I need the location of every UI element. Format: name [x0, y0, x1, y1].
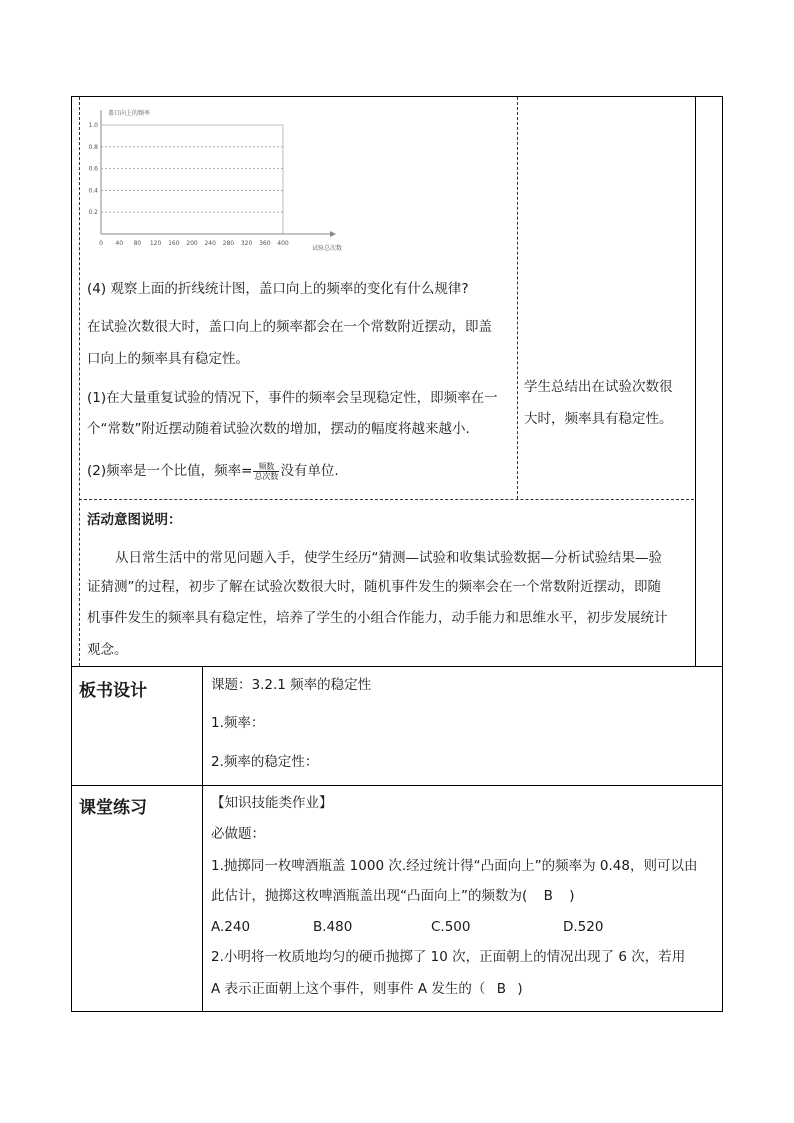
- label-column-divider: [202, 666, 203, 1012]
- chart-y-tick-label: 0.8: [88, 143, 98, 151]
- option-d: D.520: [563, 919, 604, 935]
- chart-x-tick-label: 400: [277, 240, 289, 247]
- table-border-right: [722, 96, 723, 1012]
- chart-x-tick-label: 240: [204, 240, 216, 247]
- chart-x-tick-label: 120: [149, 240, 162, 247]
- point-1-line-2: 个“常数”附近摆动随着试验次数的增加，摆动的幅度将越来越小.: [87, 421, 470, 437]
- chart-y-tick-label: 1.0: [88, 122, 98, 129]
- chart-x-tick-label: 360: [259, 240, 271, 247]
- option-a: A.240: [211, 919, 251, 935]
- chart-y-axis-label: 盖口向上的频率: [108, 110, 151, 117]
- chart-x-tick-label: 280: [222, 240, 235, 247]
- fraction-numerator: 频数: [253, 462, 279, 472]
- question-1-stem: 此估计，抛掷这枚啤酒瓶盖出现“凸面向上”的频数为(: [211, 888, 528, 904]
- question-2-close: ): [517, 981, 523, 997]
- question-2-stem: A 表示正面朝上这个事件，则事件 A 发生的（: [211, 981, 486, 997]
- chart-x-tick-label: 200: [186, 240, 198, 247]
- question-1-line-1: 1.抛掷同一枚啤酒瓶盖 1000 次.经过统计得“凸面向上”的频率为 0.48，则可以由: [211, 858, 698, 874]
- question-1-line-2: [211, 886, 575, 906]
- chart-x-tick-label: 40: [115, 240, 124, 247]
- chart-y-tick-label: 0.4: [88, 187, 98, 195]
- question-2-answer: B: [496, 981, 506, 997]
- row-divider-practice: [71, 785, 723, 786]
- activity-dashed-bottom: [79, 499, 694, 500]
- point-2-line: [87, 461, 339, 481]
- practice-header: 【知识技能类作业】: [211, 795, 333, 811]
- row-divider-board: [71, 666, 723, 667]
- answer-line-1: 在试验次数很大时，盖口向上的频率都会在一个常数附近摆动，即盖: [87, 319, 492, 335]
- table-border-top: [71, 96, 723, 97]
- question-1-close: ): [569, 888, 575, 904]
- board-item-2: 2.频率的稳定性：: [211, 754, 319, 770]
- student-summary-line-2: 大时，频率具有稳定性。: [524, 411, 673, 427]
- chart-x-tick-label: 80: [133, 240, 142, 247]
- answer-line-2: 口向上的频率具有稳定性。: [87, 351, 249, 367]
- chart-x-tick-label: 160: [168, 240, 180, 247]
- question-4: (4) 观察上面的折线统计图，盖口向上的频率的变化有什么规律?: [87, 281, 469, 297]
- frequency-fraction: [253, 462, 279, 481]
- intent-line-4: 观念。: [87, 642, 128, 658]
- table-border-left: [71, 96, 72, 1012]
- frequency-line-chart: [80, 100, 380, 260]
- question-2-line-2: [211, 979, 523, 999]
- intent-title: 活动意图说明：: [87, 512, 182, 528]
- table-border-bottom: [71, 1011, 723, 1012]
- chart-y-tick-label: 0.2: [88, 209, 98, 217]
- chart-y-tick-label: 0.6: [88, 165, 98, 173]
- chart-x-tick-label: 0: [99, 240, 103, 247]
- required-label: 必做题：: [211, 826, 265, 842]
- option-c: C.500: [431, 919, 471, 935]
- question-1-answer: B: [543, 888, 553, 904]
- point-2-suffix: 没有单位.: [280, 463, 339, 479]
- inner-frame-right: [695, 96, 696, 666]
- intent-line-1: 从日常生活中的常见问题入手，使学生经历“猜测—试验和收集试验数据—分析试验结果—验: [115, 550, 662, 566]
- chart-x-axis-label: 试验总次数: [312, 245, 343, 252]
- activity-dashed-divider: [517, 97, 518, 499]
- chart-x-axis-arrow: [330, 231, 336, 237]
- board-design-label: 板书设计: [79, 681, 147, 701]
- question-2-line-1: 2.小明将一枚质地均匀的硬币抛掷了 10 次，正面朝上的情况出现了 6 次，若用: [211, 949, 686, 965]
- fraction-denominator: 总次数: [254, 471, 279, 481]
- intent-line-3: 机事件发生的频率具有稳定性，培养了学生的小组合作能力，动手能力和思维水平，初步发展统计: [87, 610, 668, 626]
- practice-label: 课堂练习: [79, 798, 147, 818]
- intent-line-2: 证猜测”的过程，初步了解在试验次数很大时，随机事件发生的频率会在一个常数附近摆动，即随: [87, 579, 661, 595]
- chart-x-tick-label: 320: [240, 240, 253, 247]
- board-item-1: 1.频率：: [211, 715, 265, 731]
- board-topic: 课题：3.2.1 频率的稳定性: [211, 677, 372, 693]
- point-2-prefix: (2)频率是一个比值，频率=: [87, 463, 253, 479]
- option-b: B.480: [313, 919, 353, 935]
- student-summary-line-1: 学生总结出在试验次数很: [524, 379, 673, 395]
- point-1-line-1: (1)在大量重复试验的情况下，事件的频率会呈现稳定性，即频率在一: [87, 390, 498, 406]
